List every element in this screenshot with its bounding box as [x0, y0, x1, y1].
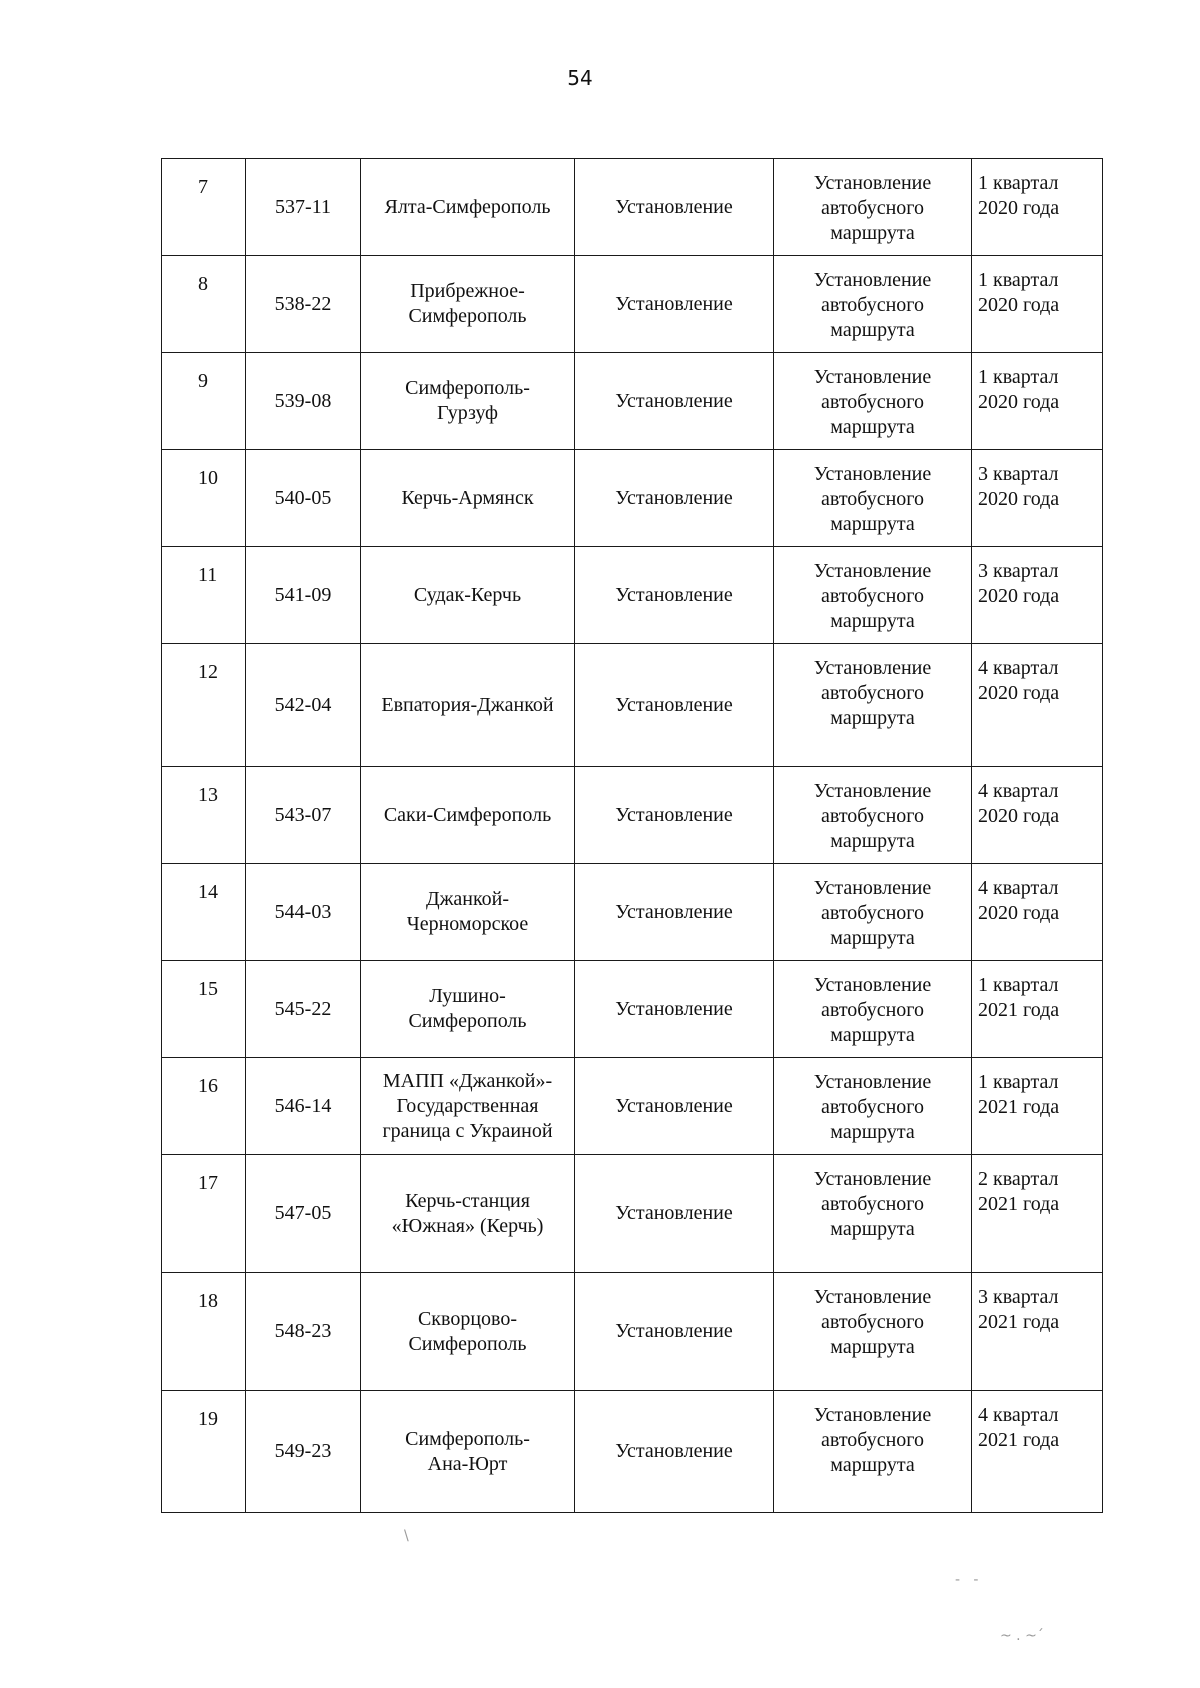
route-term-cell — [972, 450, 1103, 547]
route-type: Установление — [615, 389, 733, 412]
table-row — [162, 450, 1103, 547]
route-action: Установление автобусного маршрута — [813, 974, 932, 1046]
route-action: Установление автобусного маршрута — [813, 877, 932, 949]
route-name: Ялта-Симферополь — [384, 195, 551, 218]
route-term-cell — [972, 1273, 1103, 1391]
scan-artifact: ~ . ~´ — [1000, 1628, 1044, 1644]
row-number: 13 — [198, 784, 218, 806]
route-type: Установление — [615, 693, 733, 716]
route-action: Установление автобусного маршрута — [813, 1071, 932, 1143]
row-number: 18 — [198, 1290, 218, 1312]
route-code: 538-22 — [274, 292, 332, 315]
route-name: Саки-Симферополь — [383, 803, 552, 826]
row-number: 9 — [198, 370, 208, 392]
route-type: Установление — [615, 583, 733, 606]
route-code-cell — [246, 644, 361, 767]
route-name: Джанкой- Черноморское — [406, 888, 529, 935]
route-action-cell — [774, 547, 972, 644]
route-name: Симферополь- Гурзуф — [405, 377, 530, 424]
row-number-cell — [162, 1391, 246, 1513]
row-number: 11 — [198, 564, 218, 586]
route-action-cell — [774, 1058, 972, 1155]
route-name-cell — [361, 159, 575, 256]
route-action-cell — [774, 1155, 972, 1273]
table-row — [162, 1058, 1103, 1155]
route-name: Симферополь- Ана-Юрт — [405, 1427, 530, 1475]
route-action-cell — [774, 256, 972, 353]
route-term: 3 квартал 2020 года — [978, 560, 1060, 607]
route-term-cell — [972, 644, 1103, 767]
route-action: Установление автобусного маршрута — [813, 560, 932, 632]
route-name: Судак-Керчь — [413, 583, 522, 606]
table-row — [162, 644, 1103, 767]
route-type-cell — [575, 547, 774, 644]
route-name-cell — [361, 864, 575, 961]
route-type: Установление — [615, 1094, 733, 1117]
route-term-cell — [972, 1155, 1103, 1273]
route-code-cell — [246, 159, 361, 256]
route-name-cell — [361, 767, 575, 864]
route-name-cell — [361, 1273, 575, 1391]
route-code: 542-04 — [274, 693, 332, 716]
route-term-cell — [972, 767, 1103, 864]
route-code-cell — [246, 767, 361, 864]
row-number-cell — [162, 159, 246, 256]
table-row — [162, 864, 1103, 961]
row-number-cell — [162, 1273, 246, 1391]
scan-artifact: - - — [955, 1572, 979, 1588]
route-action-cell — [774, 644, 972, 767]
route-action-cell — [774, 864, 972, 961]
route-type: Установление — [615, 997, 733, 1020]
route-type-cell — [575, 1273, 774, 1391]
route-code: 539-08 — [274, 389, 332, 412]
route-term-cell — [972, 547, 1103, 644]
routes-table-body — [162, 159, 1103, 1513]
row-number-cell — [162, 961, 246, 1058]
route-action: Установление автобусного маршрута — [813, 1168, 932, 1240]
route-name: Керчь-Армянск — [401, 486, 534, 509]
row-number-cell — [162, 450, 246, 547]
route-code: 545-22 — [274, 997, 332, 1020]
route-name-cell — [361, 256, 575, 353]
route-term-cell — [972, 961, 1103, 1058]
route-code: 549-23 — [274, 1440, 332, 1462]
route-action-cell — [774, 450, 972, 547]
table-row — [162, 1391, 1103, 1513]
route-code-cell — [246, 1058, 361, 1155]
route-type-cell — [575, 256, 774, 353]
route-name-cell — [361, 1155, 575, 1273]
route-type-cell — [575, 864, 774, 961]
route-term-cell — [972, 256, 1103, 353]
row-number: 15 — [198, 978, 218, 1000]
route-term: 3 квартал 2021 года — [978, 1286, 1060, 1333]
route-action-cell — [774, 1273, 972, 1391]
route-name-cell — [361, 961, 575, 1058]
row-number-cell — [162, 1155, 246, 1273]
route-action: Установление автобусного маршрута — [813, 780, 932, 852]
route-action-cell — [774, 353, 972, 450]
table-row — [162, 767, 1103, 864]
route-type-cell — [575, 1058, 774, 1155]
route-term-cell — [972, 1058, 1103, 1155]
route-type-cell — [575, 1391, 774, 1513]
route-code: 543-07 — [274, 803, 332, 826]
route-code: 541-09 — [274, 583, 332, 606]
row-number-cell — [162, 767, 246, 864]
row-number: 14 — [198, 881, 218, 903]
row-number: 12 — [198, 661, 218, 683]
route-action-cell — [774, 961, 972, 1058]
route-code: 544-03 — [274, 900, 332, 923]
route-term: 4 квартал 2020 года — [978, 877, 1060, 924]
table-row — [162, 256, 1103, 353]
route-term: 1 квартал 2021 года — [978, 974, 1060, 1021]
route-type: Установление — [615, 900, 733, 923]
route-code-cell — [246, 1273, 361, 1391]
route-code-cell — [246, 353, 361, 450]
row-number: 19 — [198, 1408, 218, 1430]
route-code-cell — [246, 450, 361, 547]
row-number: 10 — [198, 467, 218, 489]
route-name: Керчь-станция «Южная» (Керчь) — [391, 1189, 544, 1237]
route-name-cell — [361, 353, 575, 450]
route-action: Установление автобусного маршрута — [813, 366, 932, 438]
table-row — [162, 547, 1103, 644]
route-term-cell — [972, 864, 1103, 961]
route-code-cell — [246, 864, 361, 961]
route-action-cell — [774, 1391, 972, 1513]
route-code: 537-11 — [275, 195, 331, 218]
route-code: 547-05 — [274, 1202, 332, 1224]
route-code: 548-23 — [274, 1320, 332, 1342]
route-term: 4 квартал 2020 года — [978, 657, 1060, 704]
route-term-cell — [972, 353, 1103, 450]
route-code-cell — [246, 547, 361, 644]
route-action: Установление автобусного маршрута — [813, 657, 932, 729]
row-number-cell — [162, 353, 246, 450]
route-type: Установление — [615, 486, 733, 509]
row-number-cell — [162, 547, 246, 644]
route-name: Скворцово- Симферополь — [408, 1307, 527, 1355]
route-term: 1 квартал 2020 года — [978, 366, 1060, 413]
row-number: 17 — [198, 1172, 218, 1194]
row-number-cell — [162, 1058, 246, 1155]
route-term: 4 квартал 2021 года — [978, 1404, 1060, 1451]
route-name: Евпатория-Джанкой — [381, 693, 554, 716]
route-code-cell — [246, 1391, 361, 1513]
route-term: 2 квартал 2021 года — [978, 1168, 1060, 1215]
row-number: 8 — [198, 273, 208, 295]
route-name: Лушино- Симферополь — [408, 985, 527, 1032]
route-name-cell — [361, 450, 575, 547]
scan-artifact: \ — [404, 1528, 409, 1544]
route-term: 4 квартал 2020 года — [978, 780, 1060, 827]
route-name-cell — [361, 1391, 575, 1513]
route-type-cell — [575, 644, 774, 767]
route-type: Установление — [615, 803, 733, 826]
row-number: 16 — [198, 1075, 218, 1097]
route-type-cell — [575, 159, 774, 256]
route-code: 546-14 — [274, 1094, 332, 1117]
route-type: Установление — [615, 1440, 733, 1462]
page-number: 54 — [567, 66, 593, 90]
route-action: Установление автобусного маршрута — [813, 172, 932, 244]
route-term: 1 квартал 2020 года — [978, 269, 1060, 316]
route-type-cell — [575, 1155, 774, 1273]
route-action: Установление автобусного маршрута — [813, 1404, 932, 1476]
route-name: МАПП «Джанкой»- Государственная граница с Украиной — [382, 1069, 553, 1142]
route-term: 1 квартал 2021 года — [978, 1071, 1060, 1118]
route-type: Установление — [615, 195, 733, 218]
table-row — [162, 1155, 1103, 1273]
route-name-cell — [361, 547, 575, 644]
route-type-cell — [575, 961, 774, 1058]
route-name-cell — [361, 1058, 575, 1155]
route-action: Установление автобусного маршрута — [813, 1286, 932, 1358]
route-term: 1 квартал 2020 года — [978, 172, 1060, 219]
row-number-cell — [162, 644, 246, 767]
table-row — [162, 159, 1103, 256]
route-code-cell — [246, 256, 361, 353]
route-type-cell — [575, 353, 774, 450]
route-action: Установление автобусного маршрута — [813, 269, 932, 341]
table-row — [162, 353, 1103, 450]
route-action-cell — [774, 159, 972, 256]
route-term: 3 квартал 2020 года — [978, 463, 1060, 510]
route-type: Установление — [615, 1202, 733, 1224]
route-type-cell — [575, 450, 774, 547]
route-action-cell — [774, 767, 972, 864]
route-name: Прибрежное- Симферополь — [408, 280, 527, 327]
row-number-cell — [162, 256, 246, 353]
row-number: 7 — [198, 176, 208, 198]
route-code: 540-05 — [274, 486, 332, 509]
row-number-cell — [162, 864, 246, 961]
route-action: Установление автобусного маршрута — [813, 463, 932, 535]
route-type: Установление — [615, 292, 733, 315]
route-code-cell — [246, 961, 361, 1058]
table-row — [162, 1273, 1103, 1391]
route-name-cell — [361, 644, 575, 767]
route-type-cell — [575, 767, 774, 864]
route-type: Установление — [615, 1320, 733, 1342]
route-term-cell — [972, 159, 1103, 256]
routes-table — [161, 158, 1103, 1513]
table-row — [162, 961, 1103, 1058]
route-term-cell — [972, 1391, 1103, 1513]
route-code-cell — [246, 1155, 361, 1273]
